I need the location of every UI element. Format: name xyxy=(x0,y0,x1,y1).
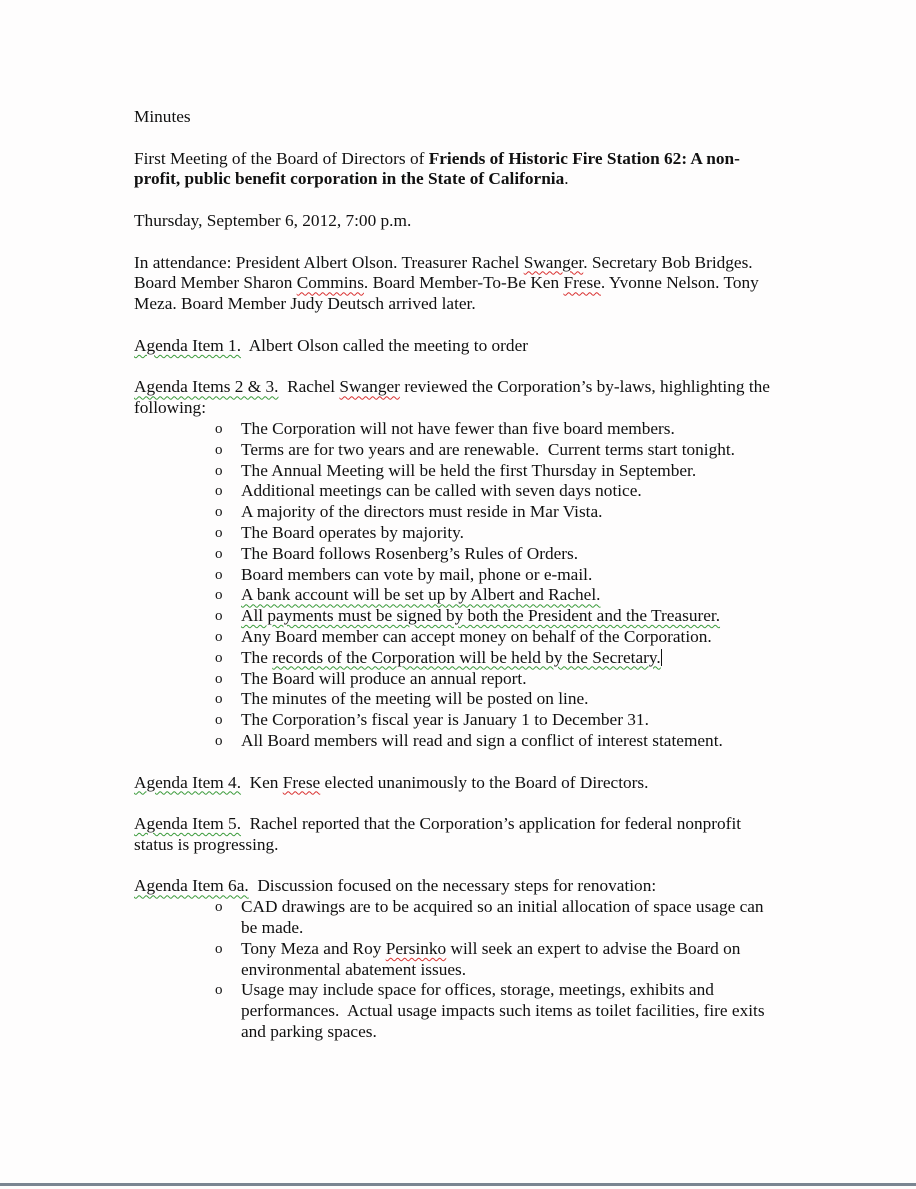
agenda-item-1 xyxy=(134,336,784,357)
attendance-text: . Secretary Bob Bridges. Board Member Sharon xyxy=(134,252,753,293)
agenda-text: Ken xyxy=(241,772,283,792)
agenda-text: Discussion focused on the necessary steps for renovation: xyxy=(248,876,657,896)
list-item xyxy=(134,461,784,482)
bullet-circle-icon: o xyxy=(215,712,223,729)
bullet-circle-icon: o xyxy=(215,670,223,687)
spellcheck-word[interactable]: Frese xyxy=(563,273,601,293)
list-item-text: Additional meetings can be called with seven days notice. xyxy=(241,481,642,501)
list-item xyxy=(134,585,784,606)
agenda-label[interactable]: Agenda Item 6a. xyxy=(134,876,249,896)
spellcheck-word[interactable]: Swanger xyxy=(339,377,400,397)
list-item-text: All Board members will read and sign a conflict of interest statement. xyxy=(241,730,723,750)
bylaws-list xyxy=(134,419,784,752)
bullet-circle-icon: o xyxy=(215,628,223,645)
attendance-text: In attendance: President Albert Olson. Treasurer Rachel xyxy=(134,252,524,272)
list-item-text: The Board will produce an annual report. xyxy=(241,668,527,688)
bullet-circle-icon: o xyxy=(215,524,223,541)
bullet-circle-icon: o xyxy=(215,462,223,479)
list-item xyxy=(134,481,784,502)
list-item-text: A majority of the directors must reside in Mar Vista. xyxy=(241,502,603,522)
agenda-label[interactable]: Agenda Item 1. xyxy=(134,335,242,355)
bullet-circle-icon: o xyxy=(215,982,223,999)
list-item-text: The Board operates by majority. xyxy=(241,522,464,542)
intro-paragraph xyxy=(134,149,784,191)
spellcheck-word[interactable]: Persinko xyxy=(385,938,447,958)
intro-prefix: First Meeting of the Board of Directors of xyxy=(134,148,429,168)
list-item-text: will seek an expert to advise the Board on environmental abatement issues. xyxy=(241,938,741,979)
list-item-text: Tony Meza and Roy xyxy=(241,938,386,958)
meeting-date: Thursday, September 6, 2012, 7:00 p.m. xyxy=(134,210,412,230)
attendance-text: . Board Member-To-Be Ken xyxy=(363,273,564,293)
list-item xyxy=(134,939,784,981)
grammar-flagged-text[interactable]: records of the Corporation will be held by the Secretary. xyxy=(272,647,661,667)
spellcheck-word[interactable]: Swanger xyxy=(523,252,584,272)
bullet-circle-icon: o xyxy=(215,504,223,521)
agenda-item-6a xyxy=(134,876,784,1042)
list-item-text: Usage may include space for offices, storage, meetings, exhibits and performances. Actual usage impacts such items as toilet facilities, fire exits and parking spaces. xyxy=(241,980,769,1042)
agenda-item-5 xyxy=(134,814,784,856)
bullet-circle-icon: o xyxy=(215,649,223,666)
list-item xyxy=(134,731,784,752)
agenda-items-2-3 xyxy=(134,377,784,751)
list-item xyxy=(134,669,784,690)
list-item xyxy=(134,710,784,731)
list-item xyxy=(134,689,784,710)
bullet-circle-icon: o xyxy=(215,483,223,500)
list-item xyxy=(134,606,784,627)
list-item xyxy=(134,523,784,544)
spellcheck-word[interactable]: Commins xyxy=(296,273,364,293)
list-item xyxy=(134,897,784,939)
bullet-circle-icon: o xyxy=(215,732,223,749)
agenda-text: Albert Olson called the meeting to order xyxy=(241,335,528,355)
grammar-flagged-text[interactable]: A bank account will be set up by Albert and Rachel. xyxy=(241,585,601,605)
bullet-circle-icon: o xyxy=(215,940,223,957)
list-item xyxy=(134,648,784,669)
list-item-text: The xyxy=(241,647,273,667)
page-bottom-border xyxy=(0,1183,916,1186)
bullet-circle-icon: o xyxy=(215,899,223,916)
list-item-text: Any Board member can accept money on behalf of the Corporation. xyxy=(241,626,712,646)
spellcheck-word[interactable]: Frese xyxy=(282,772,321,792)
list-item-text: The minutes of the meeting will be posted on line. xyxy=(241,689,589,709)
bullet-circle-icon: o xyxy=(215,441,223,458)
list-item xyxy=(134,502,784,523)
list-item-text: Board members can vote by mail, phone or e-mail. xyxy=(241,564,593,584)
agenda-label[interactable]: Agenda Items 2 & 3. xyxy=(134,377,279,397)
agenda-text: reviewed the Corporation’s by-laws, highlighting the following: xyxy=(134,377,770,418)
list-item xyxy=(134,544,784,565)
agenda-label[interactable]: Agenda Item 5. xyxy=(134,814,242,834)
bullet-circle-icon: o xyxy=(215,587,223,604)
agenda-text: Rachel xyxy=(278,377,340,397)
bullet-circle-icon: o xyxy=(215,608,223,625)
list-item xyxy=(134,419,784,440)
agenda-items-2-3-intro xyxy=(134,377,784,419)
list-item xyxy=(134,565,784,586)
intro-suffix: . xyxy=(564,169,569,189)
list-item xyxy=(134,440,784,461)
list-item-text: The Annual Meeting will be held the first Thursday in September. xyxy=(241,460,697,480)
document-body[interactable] xyxy=(134,107,784,1043)
bullet-circle-icon: o xyxy=(215,691,223,708)
attendance-paragraph xyxy=(134,253,784,315)
list-item-text: The Corporation will not have fewer than five board members. xyxy=(241,418,675,438)
list-item xyxy=(134,980,784,1042)
text-cursor xyxy=(661,649,662,666)
list-item-text: The Corporation’s fiscal year is January 1 to December 31. xyxy=(241,710,649,730)
agenda-label[interactable]: Agenda Item 4. xyxy=(134,772,242,792)
grammar-flagged-text[interactable]: All payments must be signed by both the President and the Treasurer. xyxy=(241,606,721,626)
agenda-item-4 xyxy=(134,773,784,794)
organization-name: Friends of Historic Fire Station 62: A non-profit, public benefit corporation in the State of California xyxy=(134,148,740,189)
heading-minutes: Minutes xyxy=(134,107,191,126)
agenda-item-6a-intro xyxy=(134,876,784,897)
list-item-text: CAD drawings are to be acquired so an initial allocation of space usage can be made. xyxy=(241,897,764,938)
list-item-text: Terms are for two years and are renewable. Current terms start tonight. xyxy=(241,439,736,459)
list-item xyxy=(134,627,784,648)
agenda-text: Rachel reported that the Corporation’s application for federal nonprofit status is progressing. xyxy=(134,814,746,854)
bullet-circle-icon: o xyxy=(215,566,223,583)
agenda-text: elected unanimously to the Board of Directors. xyxy=(320,772,649,792)
attendance-text: . Yvonne Nelson. Tony Meza. Board Member Judy Deutsch arrived later. xyxy=(134,273,759,314)
list-item-text: The Board follows Rosenberg’s Rules of Orders. xyxy=(241,543,579,563)
bullet-circle-icon: o xyxy=(215,420,223,437)
bullet-circle-icon: o xyxy=(215,545,223,562)
renovation-list xyxy=(134,897,784,1043)
